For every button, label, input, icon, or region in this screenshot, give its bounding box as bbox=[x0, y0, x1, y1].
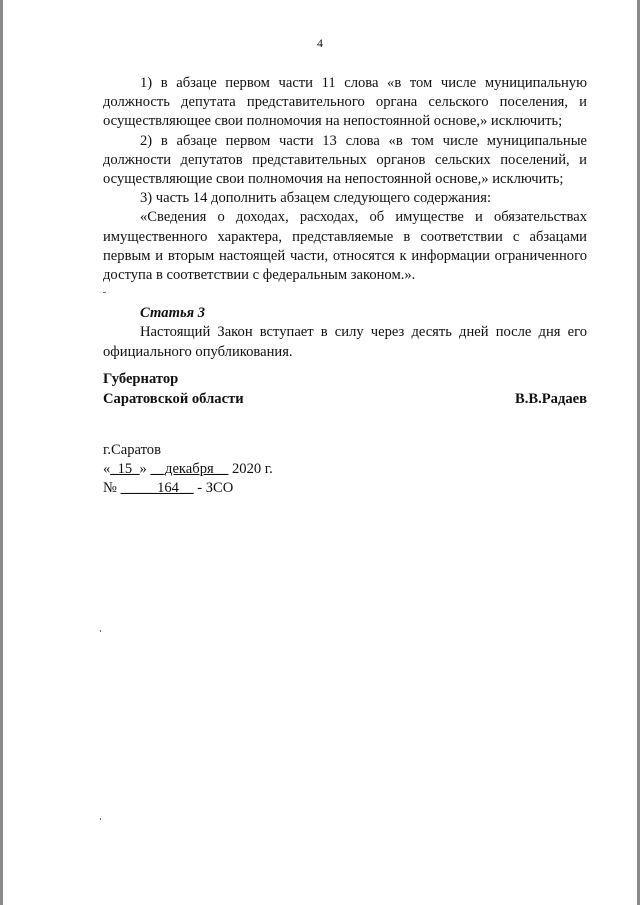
number-suffix: - ЗСО bbox=[197, 480, 234, 496]
document-body bbox=[103, 74, 587, 362]
signer-name: В.В.Радаев bbox=[514, 390, 587, 407]
date-open-quote: « bbox=[103, 461, 111, 477]
scan-speck bbox=[103, 292, 106, 293]
document-number: _____164__ bbox=[120, 480, 194, 496]
article-text: Настоящий Закон вступает в силу через десять дней после дня его официального опубликования. bbox=[103, 324, 587, 360]
paragraph-item-1: 1) в абзаце первом части 11 слова «в том числе муниципальную должность депутата представительного органа сельского поселения, и осуществляющее свои полномочия на непостоянной основе,» исключить; bbox=[103, 75, 587, 130]
city: г.Саратов bbox=[103, 442, 161, 458]
date-day: _15_ bbox=[110, 461, 140, 477]
scan-speck bbox=[100, 818, 101, 820]
scan-speck bbox=[100, 630, 101, 632]
number-prefix: № bbox=[103, 480, 117, 496]
date-line bbox=[103, 460, 273, 479]
signature-block bbox=[103, 370, 587, 409]
paragraph-item-2: 2) в абзаце первом части 13 слова «в том числе муниципальные должности депутатов представительных органов сельских поселений, и осуществляющие свои полномочия на непостоянной основе,» исключить; bbox=[103, 132, 587, 188]
document-meta bbox=[103, 441, 273, 498]
article-title: Статья 3 bbox=[140, 305, 206, 322]
spacer bbox=[103, 285, 587, 304]
scan-edge-left bbox=[0, 0, 3, 905]
date-close-quote: » bbox=[139, 461, 147, 477]
page-number: 4 bbox=[317, 36, 323, 50]
signer-position-line1: Губернатор bbox=[103, 371, 179, 387]
signer-position-line2: Саратовской области bbox=[103, 390, 244, 407]
paragraph-item-3: 3) часть 14 дополнить абзацем следующего содержания: bbox=[140, 190, 492, 207]
paragraph-quote: «Сведения о доходах, расходах, об имуществе и обязательствах имущественного характера, представляемые в соответствии с абзацами первым и вторым настоящей части, относятся к информации ограниченного доступа в соответствии с федеральным законом.». bbox=[103, 209, 587, 284]
number-line bbox=[103, 479, 273, 498]
date-month: __декабря__ bbox=[150, 461, 229, 477]
date-year: 2020 г. bbox=[231, 461, 273, 477]
